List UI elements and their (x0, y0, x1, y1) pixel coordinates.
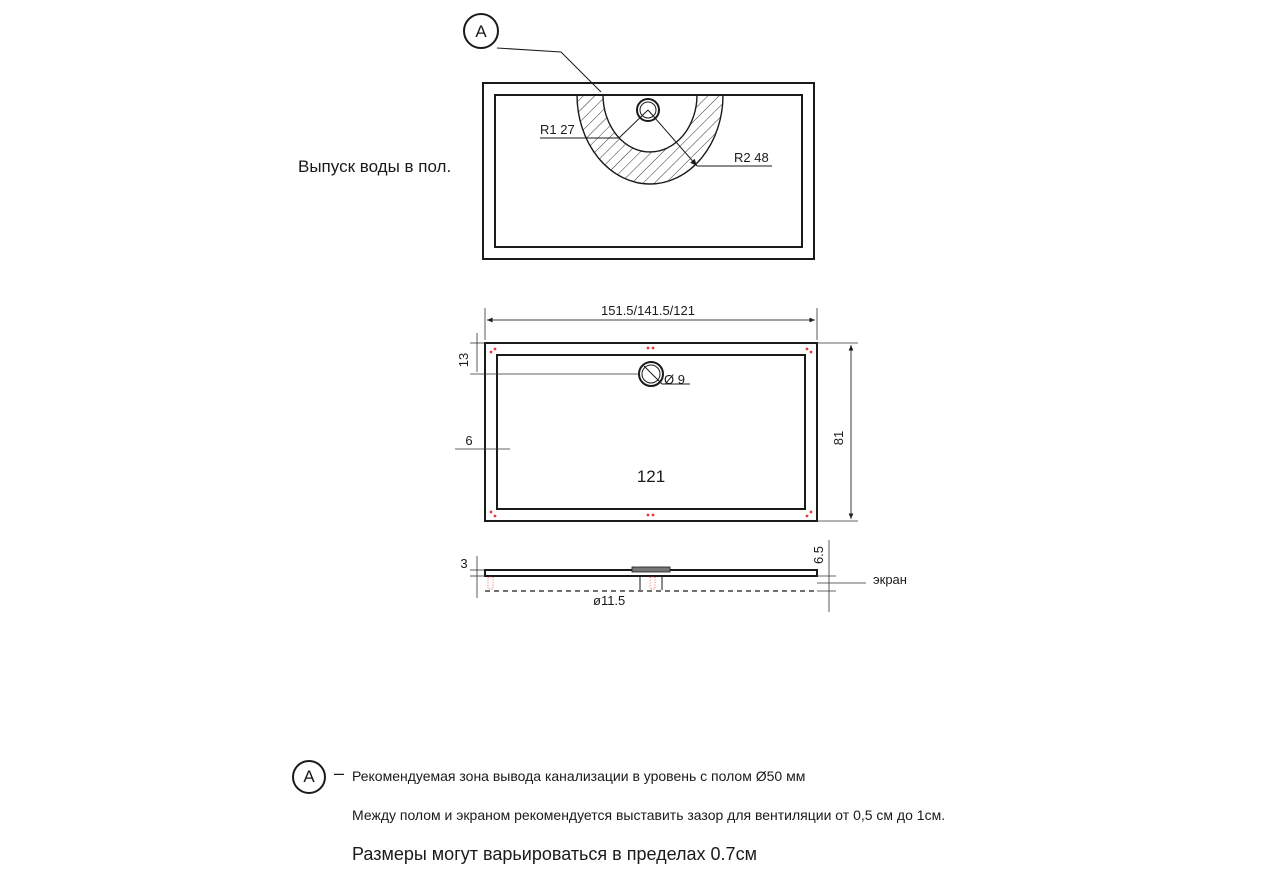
callout-marker-label: A (475, 22, 487, 41)
side-red-marks (488, 577, 655, 589)
side-drain-fitting (632, 567, 670, 572)
side-view (460, 540, 907, 612)
thickness-label: 3 (460, 556, 468, 571)
width-dimension-label: 151.5/141.5/121 (601, 303, 695, 318)
tray-plan-outer (485, 343, 817, 521)
drain-floor-label: Выпуск воды в пол. (298, 157, 452, 176)
radius-r1-label: R1 27 (540, 122, 575, 137)
note-dash: – (334, 763, 345, 783)
plan-drain-icon (639, 362, 663, 386)
screen-label: экран (873, 572, 907, 587)
note-ventilation-gap: Между полом и экраном рекомендуется выставить зазор для вентиляции от 0,5 см до 1см. (352, 807, 946, 823)
radius-r2-label: R2 48 (734, 150, 769, 165)
radius-r1-line (619, 110, 648, 138)
note-marker (292, 760, 326, 794)
side-drain-diameter-label: ø11.5 (593, 593, 626, 608)
callout-leader (497, 48, 601, 92)
top-view (298, 14, 814, 259)
fixing-points (490, 347, 813, 518)
note-tolerance: Размеры могут варьироваться в пределах 0.7см (352, 844, 757, 864)
side-height-label: 6.5 (811, 545, 826, 565)
note-marker-label: A (303, 767, 315, 786)
top-offset-label: 13 (456, 352, 471, 368)
inner-length-label: 121 (636, 467, 666, 486)
height-dimension-label: 81 (831, 430, 846, 446)
side-offset-label: 6 (465, 433, 473, 448)
drain-zone-hatched-ring (577, 95, 723, 184)
plan-view (455, 303, 858, 521)
note-drain-zone: Рекомендуемая зона вывода канализации в уровень с полом Ø50 мм (352, 768, 806, 784)
plan-drain-diameter-label: Ø 9 (664, 372, 685, 387)
